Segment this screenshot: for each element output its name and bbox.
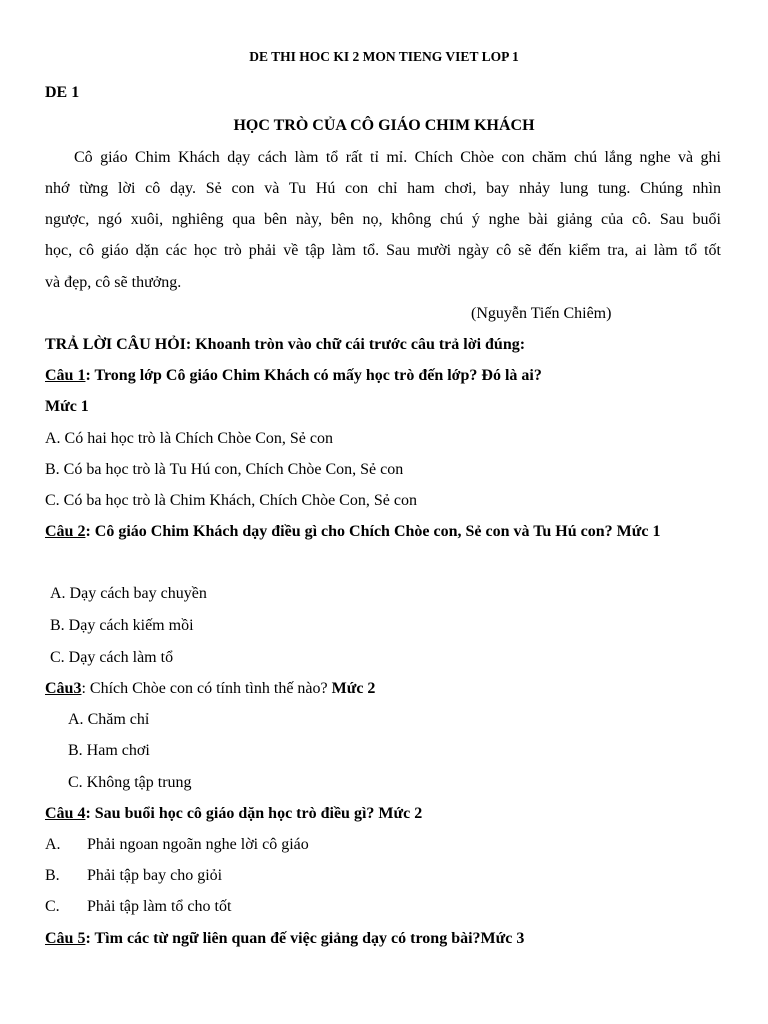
question-4-text: : Sau buổi học cô giáo dặn học trò điều gì? Mức 2 <box>85 805 423 822</box>
question-1-option-a[interactable]: A. Có hai học trò là Chích Chòe Con, Sẻ con <box>45 430 333 447</box>
question-3-label: Câu3 <box>45 680 82 697</box>
option-letter: C. <box>68 774 83 791</box>
question-3-text: : Chích Chòe con có tính tình thế nào? <box>81 680 332 697</box>
exam-header: DE THI HOC KI 2 MON TIENG VIET LOP 1 <box>249 49 519 64</box>
question-1-option-c[interactable]: C. Có ba học trò là Chim Khách, Chích Chòe Con, Sẻ con <box>45 492 417 509</box>
story-line-1: Cô giáo Chim Khách dạy cách làm tổ rất tỉ mỉ. Chích Chòe con chăm chú lắng nghe và ghi <box>74 149 721 166</box>
question-1-level: Mức 1 <box>45 398 89 415</box>
question-1-option-b[interactable]: B. Có ba học trò là Tu Hú con, Chích Chòe Con, Sẻ con <box>45 461 404 478</box>
option-text: Phải tập làm tổ cho tốt <box>87 898 232 915</box>
question-2-text: : Cô giáo Chim Khách dạy điều gì cho Chích Chòe con, Sẻ con và Tu Hú con? Mức 1 <box>85 523 661 540</box>
option-letter: B. <box>68 742 83 759</box>
question-4-option-b[interactable] <box>45 866 222 886</box>
question-4-option-c[interactable] <box>45 897 231 917</box>
story-line-4: học, cô giáo dặn các học trò phải về tập làm tổ. Sau mười ngày cô sẽ đến kiểm tra, ai làm tổ tốt <box>45 242 721 259</box>
option-text: Phải tập bay cho giỏi <box>87 867 223 884</box>
question-5-label: Câu 5 <box>45 930 86 947</box>
question-3-level: Mức 2 <box>331 680 376 697</box>
question-4-option-a[interactable] <box>45 835 309 855</box>
question-2 <box>45 522 660 542</box>
question-3 <box>45 679 375 699</box>
option-letter: A. <box>45 836 61 853</box>
question-5-text: : Tìm các từ ngữ liên quan đế việc giảng dạy có trong bài?Mức 3 <box>85 930 525 947</box>
section-label: DE 1 <box>45 84 80 101</box>
option-text: Chăm chỉ <box>87 711 150 728</box>
story-line-2: nhớ từng lời cô dạy. Sẻ con và Tu Hú con chỉ ham chơi, bay nhảy lung tung. Chúng nhìn <box>45 180 721 197</box>
question-2-option-c[interactable]: C. Dạy cách làm tổ <box>50 649 174 666</box>
question-2-label: Câu 2 <box>45 523 86 540</box>
option-text: Không tập trung <box>86 774 192 791</box>
story-line-5: và đẹp, cô sẽ thưởng. <box>45 274 182 291</box>
question-1 <box>45 366 542 386</box>
question-3-option-b[interactable] <box>68 741 150 761</box>
question-4 <box>45 804 422 824</box>
story-title: HỌC TRÒ CỦA CÔ GIÁO CHIM KHÁCH <box>233 117 535 134</box>
question-2-option-b[interactable]: B. Dạy cách kiếm mồi <box>50 617 194 634</box>
question-4-label: Câu 4 <box>45 805 86 822</box>
question-3-option-a[interactable] <box>68 710 149 730</box>
question-5 <box>45 929 524 949</box>
story-line-3: ngược, ngó xuôi, nghiêng qua bên này, bên nọ, không chú ý nghe bài giảng của cô. Sau buổi <box>45 211 721 228</box>
question-2-option-a[interactable]: A. Dạy cách bay chuyền <box>50 585 207 602</box>
option-letter: A. <box>68 711 84 728</box>
question-3-option-c[interactable] <box>68 773 192 793</box>
option-text: Phải ngoan ngoãn nghe lời cô giáo <box>87 836 309 853</box>
option-letter: B. <box>45 867 60 884</box>
story-author: (Nguyễn Tiến Chiêm) <box>471 305 612 322</box>
option-letter: C. <box>45 898 60 915</box>
option-text: Ham chơi <box>86 742 150 759</box>
question-1-text: : Trong lớp Cô giáo Chim Khách có mấy học trò đến lớp? Đó là ai? <box>85 367 542 384</box>
instruction: TRẢ LỜI CÂU HỎI: Khoanh tròn vào chữ cái trước câu trả lời đúng: <box>45 336 526 353</box>
question-1-label: Câu 1 <box>45 367 86 384</box>
